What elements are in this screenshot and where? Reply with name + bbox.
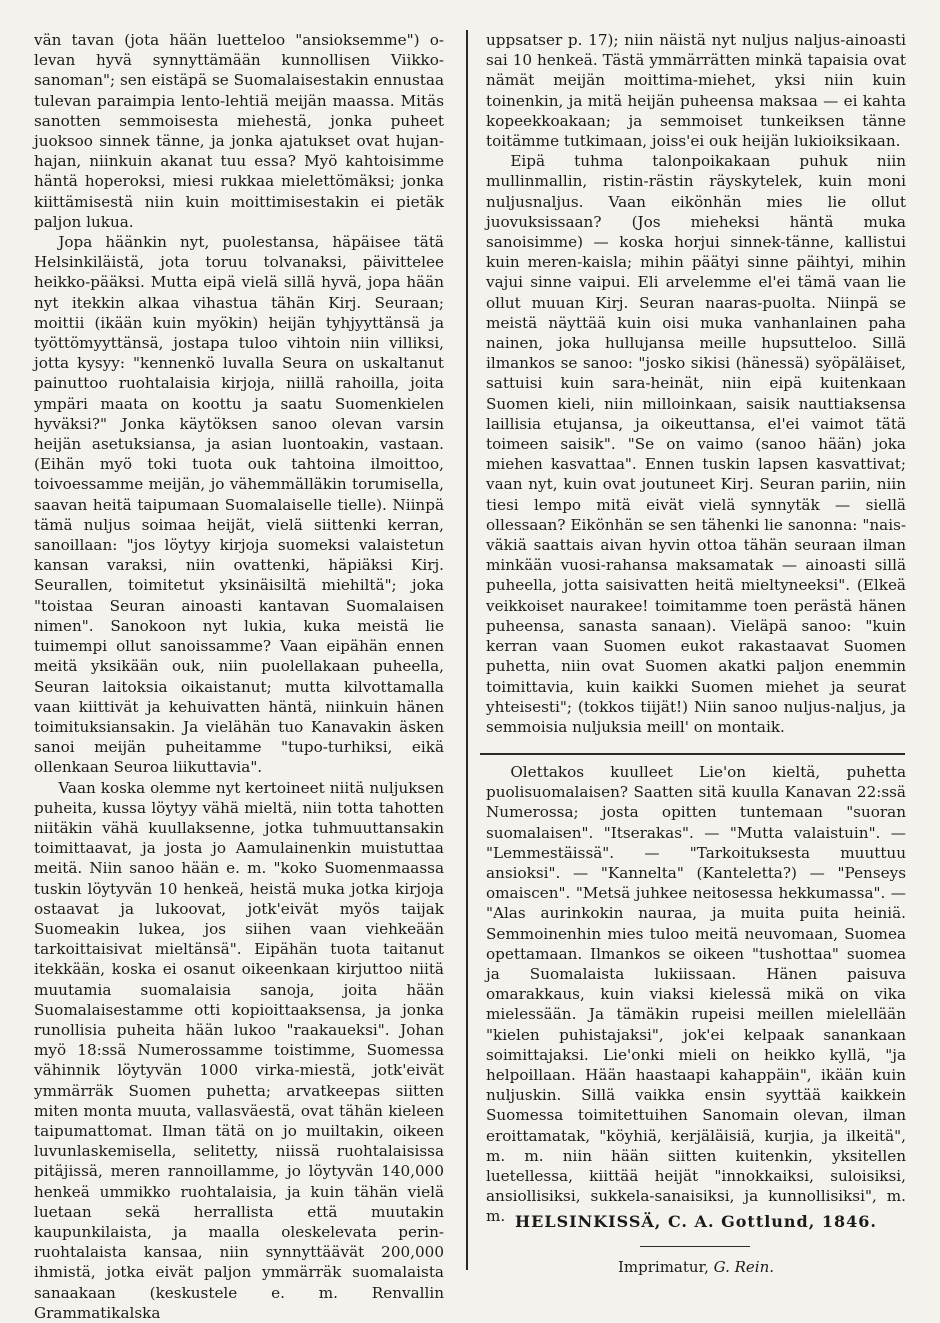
left-paragraph-3: Vaan koska olemme nyt kertoineet niitä nuljuksen puheita, kussa löytyy vähä mieltä, niin totta tahotten niitäkin vähä kuullaksenne, jotka tuhmuuttansakin toimittaavat, ja josta jo Aamulainenkin muistuttaa meitä. Niin sanoo hään e. m. "koko Suomenmaassa tuskin löytyvän 10 henkeä, heistä muka jotka kirjoja ostaavat ja lukoovat, jotk'eivät myös taijak Suomeakin lukea, jos siihen vaan viehkeään tarkoittaisivat mieltänsä". Eipähän tuota taitanut itekkään, koska ei osanut oikeenkaan kirjuttoo niitä muutamia suomalaisia sanoja, joita hään Suomalaisestamme otti kopioittaaksensa, ja jonka runollisia puheita hään lukoo "raakaueksi". Johan myö 18:ssä Numerossamme toistimme, Suomessa vähinnik löytyvän 1000 virka-miestä, jotk'eivät ymmärräk Suomen puhetta; arvatkeepas siitten miten monta muuta, vallasväestä, ovat tähän kieleen taipumattomat. Ilman tätä on jo muiltakin, oikeen luvunlaskemisella, selitetty, niissä ruohtalaisissa pitäjissä, meren rannoillamme, jo löytyvän 140,000 henkeä ummikko ruohtalaisia, ja kuin tähän vielä luetaan sekä herrallista että muutakin kaupunkilaista, ja maalla oleskelevata perin-ruohtalaista kansaa, niin synnyttäävät 200,000 ihmistä, jotka eivät paljon ymmärräk suomalaista sanaakaan (keskustele e. m. Renvallin Grammatikalska xyxy=(34,778,444,1322)
imprimatur-label: Imprimatur, xyxy=(617,1258,709,1276)
imprimatur-line xyxy=(486,1258,906,1276)
right-bottom-paragraph-1: Olettakos kuulleet Lie'on kieltä, puhetta puolisuomalaisen? Saatten sitä kuulla Kanavan 22:ssä Numerossa; josta opitten tuntemaan "suoran suomalaisen". "Itserakas". — "Mutta valaistuin". — "Lemmestäissä". — "Tarkoituksesta muuttuu ansioksi". — "Kannelta" (Kanteletta?) — "Penseys omaiscen". "Metsä juhkee neitosessa hekkumassa". — "Alas aurinkokin nauraa, ja muita puita heiniä. Semmoinenhin mies tuloo meitä neuvomaan, Suomea opettamaan. Ilmankos se oikeen "tushottaa" suomea ja Suomalaista lukiissaan. Hänen paisuva omarakkaus, kuin viaksi kielessä mikä on vika mielessään. Ja tämäkin rupeisi meillen mielellään "kielen puhistajaksi", jok'ei kelpaak sanankaan soimittajaksi. Lie'onki mieli on heikko kyllä, "ja helpoillaan. Hään haastaapi kahappäin", ikään kuin nuljuskin. Sillä vaikka ensin syyttää kaikkein Suomessa toimitettuihen Sanomain olevan, ilman eroittamatak, "köyhiä, kerjäläisiä, kurjia, ja ilkeitä", m. m. niin hään siitten kuitenkin, yksitellen luetellessa, kiittää heijät "innokkaiksi, suloisiksi, ansiollisiksi, sukkela-sanaisiksi, ja kunnollisiksi", m. m. xyxy=(486,763,906,1226)
column-divider xyxy=(466,30,468,1270)
section-divider xyxy=(480,753,905,755)
right-column-top xyxy=(486,30,906,737)
right-top-paragraph-2: Eipä tuhma talonpoikakaan puhuk niin mullinmallin, ristin-rästin räyskytelek, kuin moni nuljusnaljus. Vaan eikönhän mies lie ollut juovuksissaan? (Jos mieheksi häntä muka sanoisimme) — koska horjui sinnek-tänne, kallistui kuin meren-kaisla; mihin päätyi sinne päihtyi, mihin vajui sinne vaipui. Eli arvelemme el'ei tämä vaan lie ollut muuan Kirj. Seuran naaras-puolta. Niinpä se meistä näyttää kuin oisi muka vanhanlainen paha nainen, joka hullujansa meille hupsutteloo. Sillä ilmankos se sanoo: "josko sikisi (hänessä) syöpäläiset, sattuisi kuin sara-heinät, niin eipä kuitenkaan Suomen kieli, niin milloinkaan, saisik nauttiaksensa laillisia etujansa, ja oikeuttansa, el'ei vaimot tätä toimeen saisik". "Se on vaimo (sanoo hään) joka miehen kasvattaa". Ennen tuskin lapsen kasvattivat; vaan nyt, kuin ovat joutuneet Kirj. Seuran pariin, niin tiesi lempo mitä eivät vielä synnytäk — siellä ollessaan? Eikönhän se sen tähenki lie sanonna: "nais-väkiä saattais aivan hyvin ottoa tähän seuraan ilman minkään vuosi-rahansa maksamatak — ainoasti sillä puheella, jotta saisivatten heitä mieltyneeksi". (Elkeä veikkoiset naurakee! toimitamme toen perästä hänen puheensa, sanasta sanaan). Vieläpä sanoo: "kuin kerran vaan Suomen eukot rakastaavat Suomen puhetta, niin ovat Suomen akatki paljon enemmin toimittavia, kuin kaikki Suomen miehet ja seurat yhteisesti"; (tokkos tiijät!) Niin sanoo nuljus-naljus, ja semmoisia nuljuksia meill' on montaik. xyxy=(486,152,906,736)
imprimatur-name: G. Rein. xyxy=(713,1258,775,1276)
imprint-city-line: HELSINKISSÄ, C. A. Gottlund, 1846. xyxy=(515,1212,877,1231)
left-paragraph-2: Jopa häänkin nyt, puolestansa, häpäisee tätä Helsinkiläistä, jota toruu tolvanaksi, päivittelee heikko-pääksi. Mutta eipä vielä sillä hyvä, jopa hään nyt itekkin alkaa vihastua tähän Kirj. Seuraan; moittii (ikään kuin myökin) heijän tyhjyyttänsä ja työttömyyttänsä, jostapa tuloo vihtoin niin villiksi, jotta kysyy: "kennenkö luvalla Seura on uskaltanut painuttoo ruohtalaisia kirjoja, niillä rahoilla, joita ympäri maata on koottu ja saatu Suomenkielen hyväksi?" Jonka käytöksen sanoo olevan varsin heijän asetuksiansa, ja asian luontoakin, vastaan. (Eihän myö toki tuota ouk tahtoina ilmoittoo, toivoessamme meijän, jo vähemmälläkin torumisella, saavan heitä taipumaan Suomalaiselle tielle). Niinpä tämä nuljus soimaa heijät, vielä siittenki kerran, sanoillaan: "jos löytyy kirjoja suomeksi valaistetun kansan varaksi, niin ovattenki, häpiäksi Kirj. Seurallen, toimitetut yksinäisiltä miehiltä"; joka "toistaa Seuran ainoasti kantavan Suomalaisen nimen". Sanokoon nyt lukia, kuka meistä lie tuimempi ollut sanoissamme? Vaan eipähän ennen meitä yksikään ouk, niin puolellakaan puheella, Seuran laitoksia oikaistanut; mutta kilvottamalla vaan kiittivät ja kehuivatten häntä, niinkuin hänen toimituksiansakin. Ja vielähän tuo Kanavakin äsken sanoi meijän puheitamme "tupo-turhiksi, eikä ollenkaan Seuroa liikuttavia". xyxy=(34,233,444,777)
right-top-paragraph-1: uppsatser p. 17); niin näistä nyt nuljus naljus-ainoasti sai 10 henkeä. Tästä ymmärrätten minkä tapaisia ovat nämät meijän moittima-miehet, yksi niin kuin toinenkin, ja mitä heijän puheensa maksaa — ei kahta kopeekkoakaan; ja semmoiset tunkeiksen tänne toitämme tutkimaan, joiss'ei ouk heijän lukioiksikaan. xyxy=(486,31,906,151)
imprint-divider xyxy=(640,1246,750,1247)
left-paragraph-1: vän tavan (jota hään luetteloo "ansioksemme") o-levan hyvä synnyttämään kunnollisen Viikko-sanoman"; sen eistäpä se Suomalaisestakin ennustaa tulevan paraimpia lento-lehtiä meijän maassa. Mitäs sanotten semmoisesta miehestä, jonka puheet juoksoo sinnek tänne, ja jonka ajatukset ovat hujan-hajan, niinkuin akanat tuu essa? Myö kahtoisimme häntä hoperoksi, miesi rukkaa mielettömäksi; jonka kiittämisestä niin kuin moittimisestakin ei pietäk paljon lukua. xyxy=(34,31,444,231)
right-column-bottom xyxy=(486,762,906,1227)
left-column xyxy=(34,30,444,1323)
